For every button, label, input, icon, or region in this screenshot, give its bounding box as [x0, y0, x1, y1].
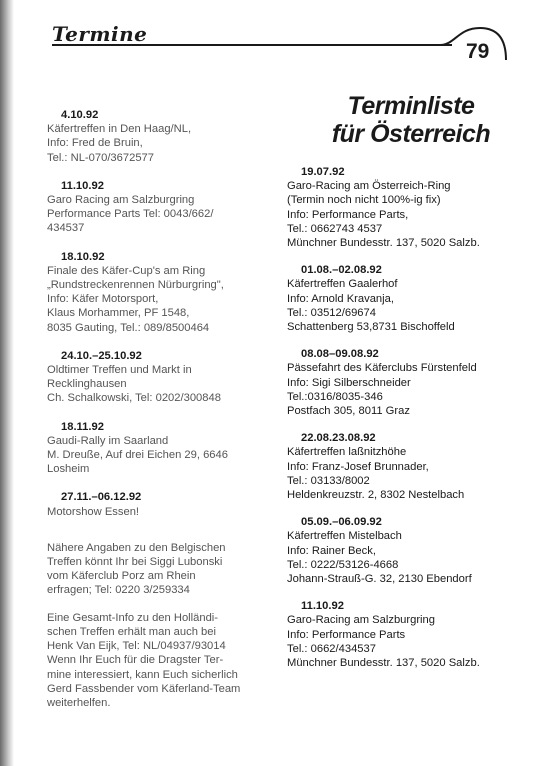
event-date: 11.10.92 — [61, 179, 104, 192]
note-line: Nähere Angaben zu den Belgischen — [47, 541, 226, 554]
event-entry — [47, 349, 292, 406]
event-detail-line: Info: Arnold Kravanja, — [287, 292, 394, 305]
event-entry — [47, 250, 292, 335]
event-entry — [47, 179, 292, 236]
event-detail-line: Tel.: 0662/434537 — [287, 642, 376, 655]
event-detail-line: Info: Käfer Motorsport, — [47, 293, 159, 306]
event-detail-line: Recklinghausen — [47, 378, 127, 391]
event-detail-line: Info: Sigi Silberschneider — [287, 376, 411, 389]
event-detail-line: Info: Fred de Bruin, — [47, 137, 143, 150]
note-line: mine interessiert, kann Euch sicherlich — [47, 668, 238, 681]
event-entry — [287, 515, 527, 586]
event-detail-line: Info: Performance Parts, — [287, 208, 409, 221]
note-line: schen Treffen erhält man auch bei — [47, 625, 216, 638]
event-detail-line: (Termin noch nicht 100%-ig fix) — [287, 194, 441, 207]
event-entry — [287, 431, 527, 502]
event-detail-line: Garo Racing am Salzburgring — [47, 194, 195, 207]
event-detail-line: Käfertreffen laßnitzhöhe — [287, 446, 407, 459]
austria-title-line: für Österreich — [331, 120, 491, 148]
note-paragraph — [47, 611, 292, 710]
event-detail-line: 8035 Gauting, Tel.: 089/8500464 — [47, 321, 210, 334]
event-detail-line: Info: Performance Parts — [287, 628, 406, 641]
event-detail-line: Münchner Bundesstr. 137, 5020 Salzb. — [287, 237, 480, 250]
event-detail-line: Käfertreffen in Den Haag/NL, — [47, 123, 192, 136]
event-detail-line: Garo-Racing am Salzburgring — [287, 614, 435, 627]
event-date: 08.08–09.08.92 — [301, 348, 379, 361]
event-detail-line: Käfertreffen Gaalerhof — [287, 278, 398, 291]
event-entry — [47, 490, 292, 518]
germany-events-column — [47, 108, 292, 723]
austria-title-line: Terminliste — [347, 92, 475, 120]
event-detail-line: Finale des Käfer-Cup's am Ring — [47, 264, 206, 277]
event-detail-line: Info: Franz-Josef Brunnader, — [287, 460, 429, 473]
note-line: Treffen könnt Ihr bei Siggi Lubonski — [47, 556, 223, 569]
event-date: 11.10.92 — [301, 600, 344, 613]
event-date: 22.08.23.08.92 — [301, 432, 376, 445]
event-detail-line: Performance Parts Tel: 0043/662/ — [47, 208, 214, 221]
event-detail-line: Gaudi-Rally im Saarland — [47, 434, 169, 447]
note-line: Gerd Fassbender vom Käferland-Team — [47, 682, 241, 695]
event-detail-line: Postfach 305, 8011 Graz — [287, 405, 410, 418]
event-detail-line: Tel.:0316/8035-346 — [287, 390, 383, 403]
event-date: 05.09.–06.09.92 — [301, 516, 382, 529]
event-detail-line: 434537 — [47, 222, 85, 235]
event-detail-line: Tel.: 03133/8002 — [287, 474, 370, 487]
event-detail-line: Schattenberg 53,8731 Bischoffeld — [287, 321, 455, 334]
event-detail-line: Klaus Morhammer, PF 1548, — [47, 307, 190, 320]
page-number: 79 — [466, 40, 490, 63]
note-paragraph — [47, 541, 292, 598]
event-detail-line: Tel.: 0662743 4537 — [287, 222, 383, 235]
event-detail-line: Käfertreffen Mistelbach — [287, 530, 402, 543]
event-date: 19.07.92 — [301, 166, 345, 178]
event-entry — [47, 108, 292, 165]
header-rule — [52, 44, 452, 46]
event-detail-line: Oldtimer Treffen und Markt in — [47, 364, 192, 377]
event-entry — [287, 165, 527, 250]
event-detail-line: M. Dreuße, Auf drei Eichen 29, 6646 — [47, 449, 228, 462]
event-entry — [287, 599, 527, 670]
event-detail-line: Tel.: 03512/69674 — [287, 306, 376, 319]
event-detail-line: Johann-Strauß-G. 32, 2130 Ebendorf — [287, 573, 472, 586]
event-entry — [287, 263, 527, 334]
note-line: erfragen; Tel: 0220 3/259334 — [47, 584, 190, 597]
event-detail-line: Garo-Racing am Österreich-Ring — [287, 180, 451, 193]
austria-events-column — [287, 165, 527, 683]
event-date: 18.10.92 — [61, 250, 105, 263]
note-line: Wenn Ihr Euch für die Dragster Ter- — [47, 654, 224, 667]
event-detail-line: Motorshow Essen! — [47, 505, 140, 518]
event-detail-line: Tel.: NL-070/3672577 — [47, 151, 154, 164]
event-detail-line: Heldenkreuzstr. 2, 8302 Nestelbach — [287, 489, 465, 502]
event-detail-line: Pässefahrt des Käferclubs Fürstenfeld — [287, 362, 477, 375]
event-date: 4.10.92 — [61, 109, 99, 121]
note-line: Eine Gesamt-Info zu den Holländi- — [47, 611, 219, 624]
event-entry — [47, 420, 292, 477]
event-entry — [287, 347, 527, 418]
event-detail-line: Info: Rainer Beck, — [287, 544, 376, 557]
page-spine-shadow — [0, 0, 14, 766]
event-date: 01.08.–02.08.92 — [301, 264, 382, 277]
event-detail-line: Losheim — [47, 463, 90, 476]
austria-list-title — [286, 92, 536, 148]
note-line: weiterhelfen. — [47, 696, 111, 709]
event-detail-line: Ch. Schalkowski, Tel: 0202/300848 — [47, 392, 221, 405]
event-date: 24.10.–25.10.92 — [61, 349, 142, 362]
event-detail-line: Tel.: 0222/53126-4668 — [287, 558, 399, 571]
notes-section — [47, 541, 292, 710]
event-date: 18.11.92 — [61, 420, 104, 433]
event-date: 27.11.–06.12.92 — [61, 491, 142, 504]
event-detail-line: Münchner Bundesstr. 137, 5020 Salzb. — [287, 657, 480, 670]
event-detail-line: „Rundstreckenrennen Nürburgring", — [47, 279, 224, 292]
note-line: Henk Van Eijk, Tel: NL/04937/93014 — [47, 640, 226, 653]
section-title: Termine — [52, 22, 148, 46]
note-line: vom Käferclub Porz am Rhein — [47, 570, 196, 583]
